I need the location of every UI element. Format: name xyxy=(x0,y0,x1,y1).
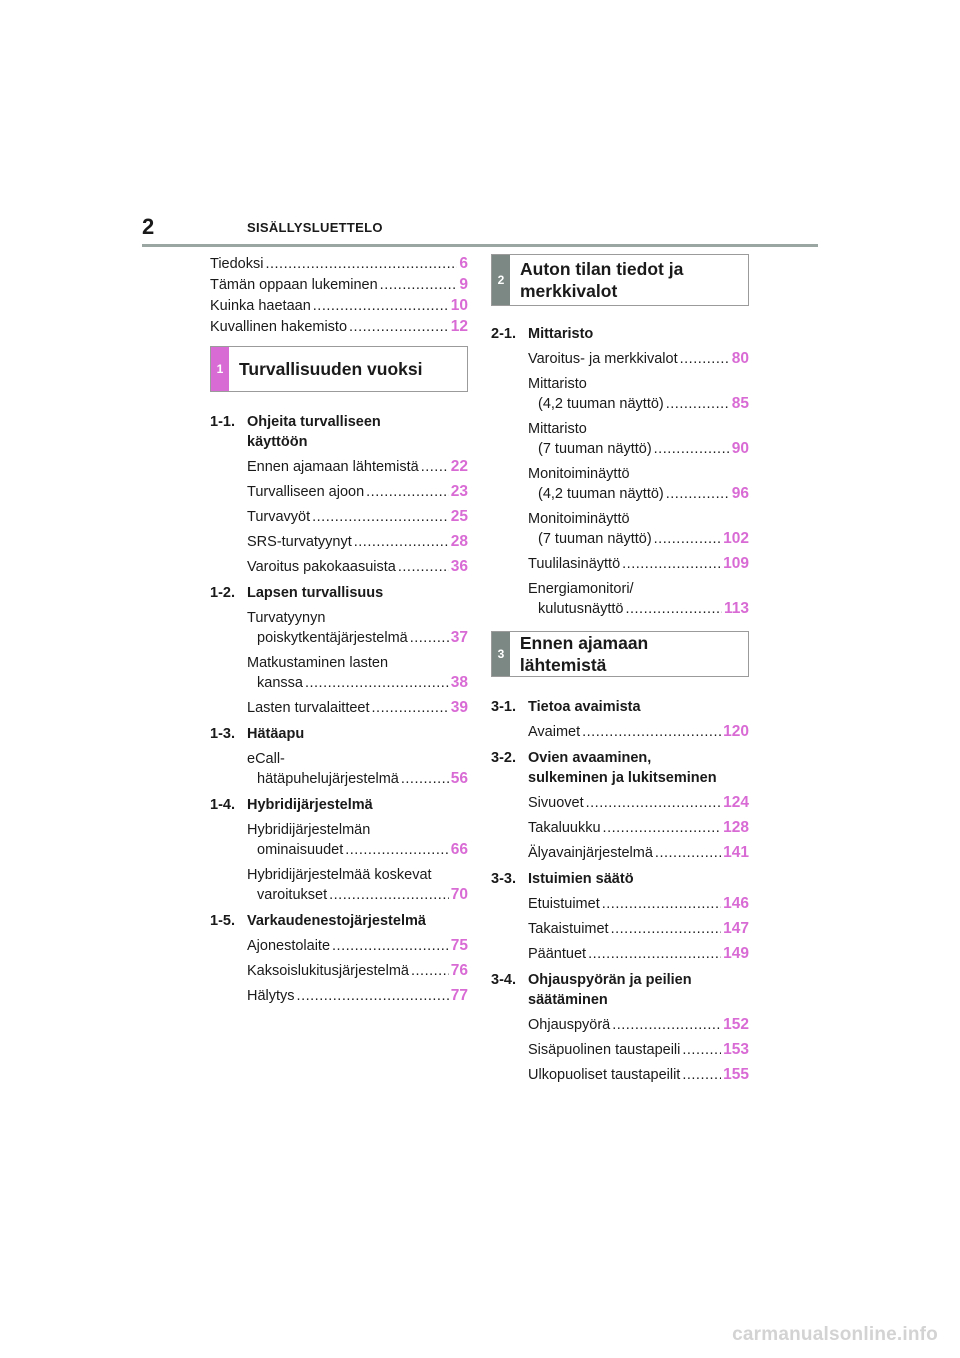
toc-entry[interactable]: hätäpuhelujärjestelmä ..... 56 xyxy=(247,769,468,789)
toc-entry[interactable]: SRS-turvatyynyt ..... 28 xyxy=(247,532,468,552)
toc-entry[interactable]: (7 tuuman näyttö) ..... 102 xyxy=(528,529,749,549)
toc-entry[interactable]: Lasten turvalaitteet ..... 39 xyxy=(247,698,468,718)
section-heading[interactable]: 3-4. Ohjauspyörän ja peilien säätäminen xyxy=(491,972,692,1008)
page-header xyxy=(142,214,818,246)
toc-entry[interactable]: poiskytkentäjärjestelmä ..... 37 xyxy=(247,628,468,648)
toc-entry[interactable]: Sivuovet ..... 124 xyxy=(528,793,749,813)
section-heading[interactable]: 3-2. Ovien avaaminen, sulkeminen ja lukitseminen xyxy=(491,750,717,786)
toc-entry[interactable]: ominaisuudet ..... 66 xyxy=(247,840,468,860)
chapter-2-box[interactable] xyxy=(491,254,749,306)
page-link[interactable]: 12 xyxy=(450,318,468,335)
section-heading[interactable]: 1-2. Lapsen turvallisuus xyxy=(210,585,384,601)
section-heading[interactable]: 1-1. Ohjeita turvalliseen käyttöön xyxy=(210,414,381,450)
chapter-tab: 2 xyxy=(492,255,510,305)
toc-entry[interactable]: Tämän oppaan lukeminen ..... 9 xyxy=(210,275,468,296)
toc-entry[interactable]: varoitukset ..... 70 xyxy=(247,885,468,905)
watermark: carmanualsonline.info xyxy=(732,1324,938,1345)
page-link[interactable]: 6 xyxy=(459,255,468,272)
chapter-title: Turvallisuuden vuoksi xyxy=(239,359,423,379)
toc-entry[interactable]: Ulkopuoliset taustapeilit ..... 155 xyxy=(528,1065,749,1085)
toc-entry[interactable]: Kuvallinen hakemisto ..... 12 xyxy=(210,317,468,338)
section-heading[interactable]: 1-4. Hybridijärjestelmä xyxy=(210,797,373,813)
toc-entry[interactable]: Takaluukku ..... 128 xyxy=(528,818,749,838)
chapter-tab: 3 xyxy=(492,632,510,676)
chapter-title: Ennen ajamaan lähtemistä xyxy=(519,633,649,675)
toc-entry[interactable]: Ennen ajamaan lähtemistä ..... 22 xyxy=(247,457,468,477)
section-heading[interactable]: 3-3. Istuimien säätö xyxy=(491,871,634,887)
toc-entry[interactable]: Sisäpuolinen taustapeili ..... 153 xyxy=(528,1040,749,1060)
chapter-tab: 1 xyxy=(211,347,229,391)
toc-entry[interactable]: kanssa ..... 38 xyxy=(247,673,468,693)
toc-entry[interactable]: Turvalliseen ajoon ..... 23 xyxy=(247,482,468,502)
toc-entry[interactable]: (4,2 tuuman näyttö) ..... 96 xyxy=(528,484,749,504)
page-title: SISÄLLYSLUETTELO xyxy=(247,220,383,235)
page-link[interactable]: 9 xyxy=(459,276,468,293)
section-heading[interactable]: 1-3. Hätäapu xyxy=(210,726,305,742)
toc-entry[interactable]: Ajonestolaite ..... 75 xyxy=(247,936,468,956)
toc-entry[interactable]: Hälytys ..... 77 xyxy=(247,986,468,1006)
toc-entry[interactable]: (7 tuuman näyttö) ..... 90 xyxy=(528,439,749,459)
toc-entry[interactable]: Varoitus pakokaasuista ..... 36 xyxy=(247,557,468,577)
toc-entry[interactable]: kulutusnäyttö ..... 113 xyxy=(528,599,749,619)
toc-entry[interactable]: Ohjauspyörä ..... 152 xyxy=(528,1015,749,1035)
chapter-3-box[interactable] xyxy=(491,631,749,677)
toc-entry[interactable]: Kaksoislukitusjärjestelmä ..... 76 xyxy=(247,961,468,981)
toc-entry[interactable]: Tiedoksi ..... 6 xyxy=(210,254,468,275)
toc-entry[interactable]: Takaistuimet ..... 147 xyxy=(528,919,749,939)
toc-entry[interactable]: Turvavyöt ..... 25 xyxy=(247,507,468,527)
toc-entry[interactable]: Etuistuimet ..... 146 xyxy=(528,894,749,914)
toc-right-column: 2 Auton tilan tiedot ja merkkivalot 2-1. Mittaristo Varoitus- ja merkkivalot ..... 80 Mittaristo (4,2 tuuman näyttö) ..... 85 Mittaristo (7 tuuman näyttö) ..... 90 Monitoiminäyttö (4,2 tuuman näyttö) ..... 96 Monitoiminäyttö (7 tuuman näyttö) ..... 102 Tuulilasinäyttö ..... 109 Energiamonitori/ kulutusnäyttö ..... 113 3 Ennen ajamaan lähtemistä 3-1. Tietoa avaimista Avaimet ..... 120 3-2. Ovien avaaminen, sulkeminen ja lukitseminen Sivuovet ..... 124 Takaluukku ..... 128 Älyavainjärjestelmä ..... 141 3-3. Istuimien säätö Etuistuimet ..... 146 Takaistuimet ..... 147 Pääntuet ..... 149 3-4. Ohjauspyörän ja peilien säätäminen Ohjauspyörä ..... 152 Sisäpuolinen taustapeili ..... 153 Ulkopuoliset taustapeilit ..... 155 xyxy=(491,254,749,1085)
section-heading[interactable]: 2-1. Mittaristo xyxy=(491,326,594,342)
header-rule xyxy=(142,244,818,247)
chapter-title: Auton tilan tiedot ja merkkivalot xyxy=(520,259,684,301)
toc-entry[interactable]: Kuinka haetaan ..... 10 xyxy=(210,296,468,317)
toc-entry[interactable]: Älyavainjärjestelmä ..... 141 xyxy=(528,843,749,863)
toc-entry[interactable]: Varoitus- ja merkkivalot ..... 80 xyxy=(528,349,749,369)
page-number: 2 xyxy=(142,214,155,239)
section-heading[interactable]: 3-1. Tietoa avaimista xyxy=(491,699,641,715)
chapter-1-box[interactable] xyxy=(210,346,468,392)
toc-entry[interactable]: (4,2 tuuman näyttö) ..... 85 xyxy=(528,394,749,414)
toc-entry[interactable]: Avaimet ..... 120 xyxy=(528,722,749,742)
toc-left-column: Tiedoksi ..... 6 Tämän oppaan lukeminen ..... 9 Kuinka haetaan ..... 10 Kuvallinen hakemisto ..... 12 1 Turvallisuuden vuoksi 1-1. Ohjeita turvalliseen käyttöön Ennen ajamaan lähtemistä ..... 22 Turvalliseen ajoon ..... 23 Turvavyöt ..... 25 SRS-turvatyynyt ..... 28 Varoitus pakokaasuista ..... 36 1-2. Lapsen turvallisuus Turvatyynyn poiskytkentäjärjestelmä ..... 37 Matkustaminen lasten kanssa ..... 38 Lasten turvalaitteet ..... 39 1-3. Hätäapu eCall- hätäpuhelujärjestelmä ..... 56 1-4. Hybridijärjestelmä Hybridijärjestelmän ominaisuudet ..... 66 Hybridijärjestelmää koskevat varoitukset ..... 70 1-5. Varkaudenestojärjestelmä Ajonestolaite ..... 75 Kaksoislukitusjärjestelmä ..... 76 Hälytys ..... 77 xyxy=(210,254,468,1006)
toc-entry[interactable]: Tuulilasinäyttö ..... 109 xyxy=(528,554,749,574)
section-heading[interactable]: 1-5. Varkaudenestojärjestelmä xyxy=(210,913,426,929)
page-link[interactable]: 10 xyxy=(450,297,468,314)
toc-entry[interactable]: Pääntuet ..... 149 xyxy=(528,944,749,964)
